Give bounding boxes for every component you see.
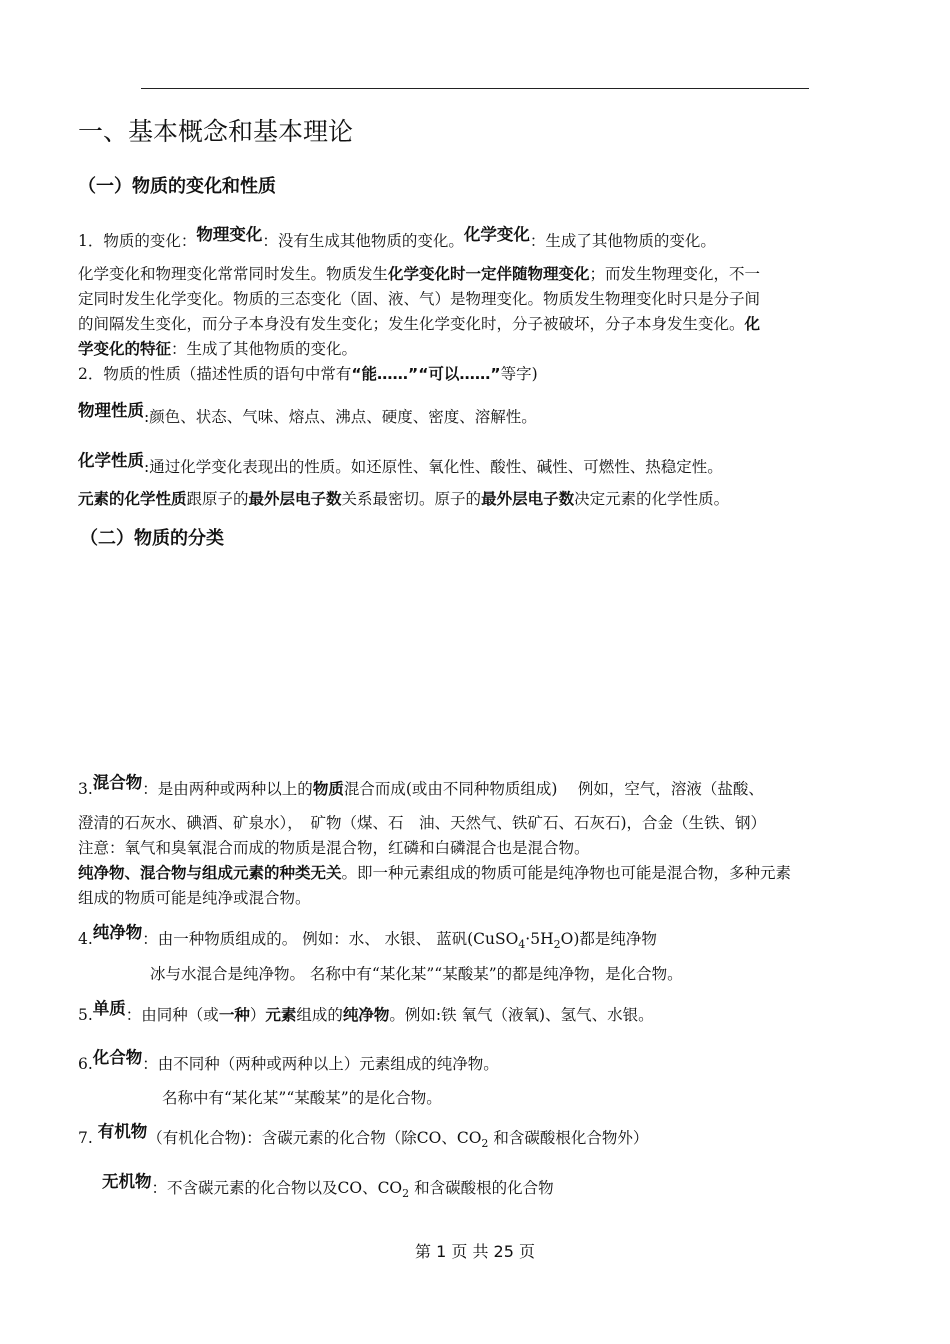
- text: ）: [249, 1006, 266, 1024]
- item-number: 7.: [78, 1129, 93, 1147]
- text: ·5H: [525, 930, 554, 948]
- text: ：生成了其他物质的变化。: [529, 232, 716, 250]
- bold-text: 元素: [265, 1006, 297, 1024]
- text: ：生成了其他物质的变化。: [171, 340, 358, 358]
- top-rule: [141, 88, 809, 89]
- text: 等字): [500, 365, 538, 383]
- text: O)都是纯净物: [560, 930, 657, 948]
- chemical-properties: [78, 451, 723, 480]
- text: 和含碳酸根的化合物: [409, 1179, 554, 1197]
- text: 和含碳酸根化合物外）: [488, 1129, 649, 1147]
- text: 组成的: [296, 1006, 343, 1024]
- item-3-line-5: 组成的物质可能是纯净或混合物。: [78, 889, 311, 907]
- para-line-1: [78, 262, 760, 287]
- text: 2．物质的性质（描述性质的语句中常有: [78, 365, 352, 383]
- text: 决定元素的化学性质。: [574, 490, 730, 508]
- subscript: 4: [518, 938, 526, 952]
- text: ：由同种（或: [125, 1006, 219, 1024]
- main-heading: 一、基本概念和基本理论: [78, 117, 354, 146]
- text: :通过化学变化表现出的性质。如还原性、氧化性、酸性、碱性、可燃性、热稳定性。: [144, 458, 723, 476]
- para-line-4: [78, 337, 357, 362]
- keyword-inorganic: 无机物: [102, 1172, 152, 1191]
- section-2-title: （二）物质的分类: [80, 528, 224, 549]
- item-6-compound: [78, 1048, 499, 1077]
- bold-text: 学变化的特征: [78, 340, 172, 358]
- item-6-line-2: 名称中有“某化某”“某酸某”的是化合物。: [162, 1089, 442, 1107]
- subscript: 2: [402, 1187, 410, 1201]
- item-4-line-2: 冰与水混合是纯净物。 名称中有“某化某”“某酸某”的都是纯净物，是化合物。: [150, 965, 683, 983]
- item-number: 3.: [78, 780, 93, 798]
- item-3-note: 注意：氧气和臭氧混合而成的物质是混合物，红磷和白磷混合也是混合物。: [78, 839, 590, 857]
- item-5-element: [78, 999, 654, 1028]
- text: 的间隔发生变化，而分子本身没有发生变化；发生化学变化时，分子被破坏，分子本身发生变化。: [78, 315, 745, 333]
- bold-text: 一种: [218, 1006, 250, 1024]
- page-footer: 第 1 页 共 25 页: [415, 1242, 535, 1261]
- text: 跟原子的: [186, 490, 249, 508]
- keyword-mixture: 混合物: [92, 773, 143, 792]
- text: （有机化合物)：含碳元素的化合物（除CO、CO: [147, 1129, 482, 1147]
- bold-text: 物质: [312, 780, 344, 798]
- text: ：由一种物质组成的。 例如：水、 水银、 蓝矾(CuSO: [142, 930, 519, 948]
- keyword-pure-substance: 纯净物: [92, 923, 143, 942]
- bold-text: “能……”“可以……”: [351, 365, 501, 383]
- text: ：是由两种或两种以上的: [142, 780, 313, 798]
- bold-text: 化: [744, 315, 761, 333]
- keyword-physical-change: 物理变化: [196, 225, 263, 244]
- text: 1．物质的变化：: [78, 232, 197, 250]
- text: 。例如:铁 氧气（液氧)、氢气、水银。: [389, 1006, 654, 1024]
- bold-text: 化学变化时一定伴随物理变化: [388, 265, 590, 283]
- text: 。即一种元素组成的物质可能是纯净物也可能是混合物，多种元素: [341, 864, 792, 882]
- item-4-pure-substance: [78, 923, 657, 957]
- text: ：没有生成其他物质的变化。: [262, 232, 464, 250]
- bold-text: 最外层电子数: [248, 490, 342, 508]
- text: 关系最密切。原子的: [341, 490, 482, 508]
- keyword-chemical-change: 化学变化: [463, 225, 530, 244]
- item-3-mixture: [78, 773, 764, 802]
- subscript: 2: [553, 938, 561, 952]
- item-number: 4.: [78, 930, 93, 948]
- bold-text: 元素的化学性质: [78, 490, 187, 508]
- para-line-2: 定同时发生化学变化。物质的三态变化（固、液、气）是物理变化。物质发生物理变化时只是分子间: [78, 290, 761, 308]
- item-3-line-2: 澄清的石灰水、碘酒、矿泉水）， 矿物（煤、石 油、天然气、铁矿石、石灰石)，合金（生铁、钢）: [78, 814, 767, 832]
- line-2-properties: [78, 362, 538, 387]
- item-8-inorganic: [102, 1172, 554, 1206]
- bold-text: 纯净物、混合物与组成元素的种类无关: [78, 864, 342, 882]
- bold-text: 纯净物: [342, 1006, 390, 1024]
- keyword-element-substance: 单质: [92, 999, 126, 1018]
- line-1-changes: [78, 225, 716, 254]
- text: ；而发生物理变化，不一: [589, 265, 761, 283]
- section-1-title: （一）物质的变化和性质: [78, 176, 276, 197]
- subscript: 2: [481, 1137, 489, 1151]
- keyword-compound: 化合物: [92, 1048, 143, 1067]
- text: 化学变化和物理变化常常同时发生。物质发生: [78, 265, 389, 283]
- physical-properties: [78, 401, 537, 430]
- item-number: 6.: [78, 1055, 93, 1073]
- keyword-organic: 有机物: [97, 1122, 148, 1141]
- item-number: 5.: [78, 1006, 93, 1024]
- element-properties: [78, 487, 729, 512]
- keyword-chemical-property: 化学性质: [78, 451, 144, 470]
- text: :颜色、状态、气味、熔点、沸点、硬度、密度、溶解性。: [144, 408, 537, 426]
- keyword-physical-property: 物理性质: [78, 401, 144, 420]
- text: 混合而成(或由不同种物质组成) 例如，空气，溶液（盐酸、: [343, 780, 764, 798]
- para-line-3: [78, 312, 760, 337]
- text: ：不含碳元素的化合物以及CO、CO: [151, 1179, 403, 1197]
- item-3-line-4: [78, 861, 791, 886]
- item-7-organic: [78, 1122, 649, 1156]
- text: ：由不同种（两种或两种以上）元素组成的纯净物。: [142, 1055, 499, 1073]
- bold-text: 最外层电子数: [481, 490, 575, 508]
